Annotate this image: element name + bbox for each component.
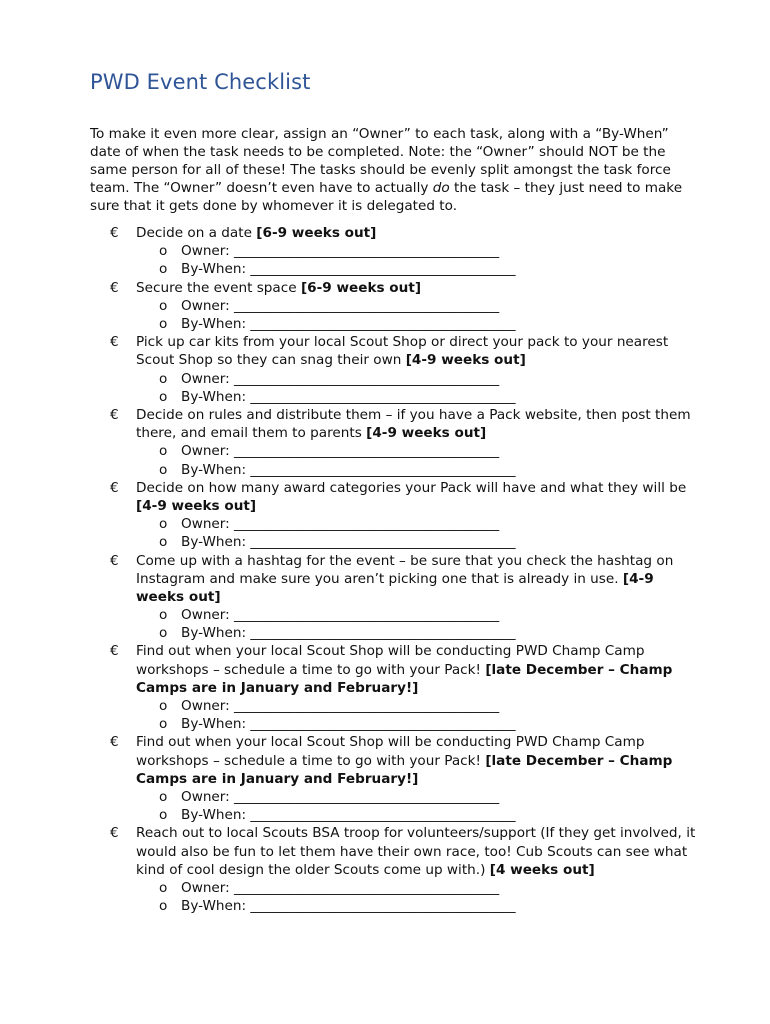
task-description: Find out when your local Scout Shop will be conducting PWD Champ Camp workshops – schedule a time to go with your Pack!	[136, 643, 645, 678]
by-when-line-text: By-When: _______________________________________	[181, 261, 516, 278]
by-when-line-text: By-When: _______________________________________	[181, 807, 516, 824]
intro-paragraph	[90, 125, 690, 215]
checklist-item	[0, 279, 696, 334]
by-when-line	[136, 533, 696, 551]
checklist-item	[0, 333, 696, 406]
task-deadline: [late December – Champ Camps are in January and February!]	[136, 752, 673, 787]
task-text	[136, 733, 696, 788]
task-deadline: [4-9 weeks out]	[405, 352, 526, 369]
task-text	[136, 479, 696, 515]
by-when-line	[136, 624, 696, 642]
checklist-item	[0, 224, 696, 279]
by-when-line	[136, 715, 696, 733]
owner-line	[136, 370, 696, 388]
task-text	[136, 406, 696, 442]
owner-line-text: Owner: _______________________________________	[181, 443, 500, 460]
bullet-glyph: €	[110, 643, 119, 660]
sub-bullet-glyph: o	[159, 625, 168, 642]
by-when-line	[136, 315, 696, 333]
task-description: Pick up car kits from your local Scout Shop or direct your pack to your nearest Scout Shop so they can snag their own	[136, 334, 669, 369]
sub-bullet-glyph: o	[159, 443, 168, 460]
sub-bullet-glyph: o	[159, 261, 168, 278]
owner-line	[136, 788, 696, 806]
checklist-item	[0, 824, 696, 915]
by-when-line	[136, 388, 696, 406]
task-text	[136, 333, 696, 369]
task-description: Secure the event space	[136, 279, 301, 296]
intro-text-before: To make it even more clear, assign an “Owner” to each task, along with a “By-When” date of when the task needs to be completed. Note: the “Owner” should NOT be the same person for all of these! The tasks should be evenly split amongst the task force team. The “Owner” doesn’t even have to actually	[90, 126, 671, 196]
bullet-glyph: €	[110, 225, 119, 241]
by-when-line-text: By-When: _______________________________________	[181, 388, 516, 405]
sub-bullet-glyph: o	[159, 370, 168, 387]
checklist-item	[0, 552, 696, 643]
by-when-line-text: By-When: _______________________________________	[181, 461, 516, 478]
sub-bullet-glyph: o	[159, 607, 168, 624]
owner-line-text: Owner: _______________________________________	[181, 516, 500, 533]
owner-line	[136, 242, 696, 260]
task-deadline: [4-9 weeks out]	[136, 570, 654, 605]
owner-line-text: Owner: _______________________________________	[181, 297, 500, 314]
by-when-line	[136, 806, 696, 824]
owner-line-text: Owner: _______________________________________	[181, 789, 500, 806]
by-when-line	[136, 260, 696, 278]
sub-bullet-glyph: o	[159, 461, 168, 478]
owner-line	[136, 606, 696, 624]
bullet-glyph: €	[110, 734, 119, 751]
task-text	[136, 224, 696, 242]
owner-line	[136, 442, 696, 460]
owner-line-text: Owner: _______________________________________	[181, 370, 500, 387]
owner-line-text: Owner: _______________________________________	[181, 698, 500, 715]
by-when-line-text: By-When: _______________________________________	[181, 625, 516, 642]
checklist-item	[0, 733, 696, 824]
task-deadline: [late December – Champ Camps are in January and February!]	[136, 661, 673, 696]
bullet-glyph: €	[110, 825, 119, 842]
by-when-line-text: By-When: _______________________________________	[181, 534, 516, 551]
by-when-line-text: By-When: _______________________________________	[181, 898, 516, 915]
owner-line	[136, 697, 696, 715]
task-description: Decide on a date	[136, 225, 257, 241]
sub-bullet-glyph: o	[159, 789, 168, 806]
task-deadline: [4-9 weeks out]	[366, 425, 487, 442]
intro-emphasis: do	[432, 180, 450, 196]
bullet-glyph: €	[110, 334, 119, 351]
task-deadline: [4 weeks out]	[489, 861, 595, 878]
bullet-glyph: €	[110, 479, 119, 496]
owner-line-text: Owner: _______________________________________	[181, 607, 500, 624]
page-title: PWD Event Checklist	[90, 70, 311, 94]
sub-bullet-glyph: o	[159, 243, 168, 260]
sub-bullet-glyph: o	[159, 807, 168, 824]
checklist-item	[0, 406, 696, 479]
sub-bullet-glyph: o	[159, 534, 168, 551]
task-deadline: [4-9 weeks out]	[136, 497, 257, 514]
sub-bullet-glyph: o	[159, 297, 168, 314]
sub-bullet-glyph: o	[159, 516, 168, 533]
owner-line-text: Owner: _______________________________________	[181, 880, 500, 897]
sub-bullet-glyph: o	[159, 698, 168, 715]
sub-bullet-glyph: o	[159, 716, 168, 733]
owner-line	[136, 879, 696, 897]
task-deadline: [6-9 weeks out]	[300, 279, 422, 296]
task-text	[136, 279, 696, 297]
bullet-glyph: €	[110, 406, 119, 423]
owner-line	[136, 515, 696, 533]
sub-bullet-glyph: o	[159, 315, 168, 332]
task-text	[136, 824, 696, 879]
bullet-glyph: €	[110, 279, 119, 296]
sub-bullet-glyph: o	[159, 388, 168, 405]
by-when-line-text: By-When: _______________________________________	[181, 716, 516, 733]
by-when-line	[136, 897, 696, 915]
task-description: Come up with a hashtag for the event – be sure that you check the hashtag on Instagram and make sure you aren’t picking one that is already in use.	[136, 552, 674, 587]
checklist-item	[0, 479, 696, 552]
task-text	[136, 642, 696, 697]
owner-line	[136, 297, 696, 315]
task-description: Decide on rules and distribute them – if you have a Pack website, then post them there, and email them to parents	[136, 406, 691, 442]
task-deadline: [6-9 weeks out]	[256, 225, 377, 241]
bullet-glyph: €	[110, 552, 119, 569]
intro-text-after: the task – they just need to make sure that it gets done by whomever it is delegated to.	[90, 180, 683, 214]
task-text	[136, 552, 696, 607]
by-when-line	[136, 461, 696, 479]
checklist	[0, 224, 770, 915]
owner-line-text: Owner: _______________________________________	[181, 243, 500, 260]
sub-bullet-glyph: o	[159, 898, 168, 915]
task-description: Find out when your local Scout Shop will be conducting PWD Champ Camp workshops – schedule a time to go with your Pack!	[136, 734, 645, 769]
task-description: Decide on how many award categories your Pack will have and what they will be	[136, 479, 687, 496]
by-when-line-text: By-When: _______________________________________	[181, 315, 516, 332]
sub-bullet-glyph: o	[159, 880, 168, 897]
checklist-item	[0, 642, 696, 733]
task-description: Reach out to local Scouts BSA troop for volunteers/support (If they get involved, it would also be fun to let them have their own race, too! Cub Scouts can see what kind of cool design the older Scouts come up with.)	[136, 825, 696, 878]
